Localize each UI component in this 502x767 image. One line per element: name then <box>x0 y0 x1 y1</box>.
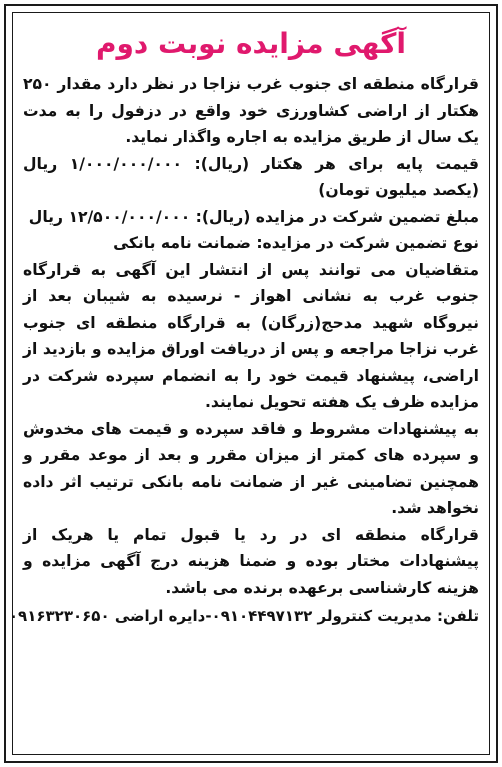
paragraph-base-price: قیمت پایه برای هر هکتار (ریال): ۱/۰۰۰/۰۰۰/۰۰۰ ریال (یکصد میلیون تومان) <box>23 154 479 199</box>
notice-inner-border <box>8 12 490 755</box>
notice-title: آگهی مزایده نوبت دوم <box>95 27 407 60</box>
paragraph-guarantee-type: نوع تضمین شرکت در مزایده: ضمانت نامه بانکی <box>113 234 479 252</box>
notice-frame <box>4 4 498 763</box>
paragraph-conditions: به پیشنهادات مشروط و فاقد سپرده و قیمت های مخدوش و سپرده های کمتر از میزان مقرر و بعد از موعد مقرر و همچنین تضامینی غیر از ضمانت نامه بانکی ترتیب اثر داده نخواهد شد. <box>23 419 479 517</box>
contact-phones: تلفن: مدیریت کنترولر ۰۹۱۰۴۴۹۷۱۳۲-دایره اراضی ۰۹۱۶۳۲۳۰۶۵۰ <box>8 607 479 625</box>
paragraph-intro: قرارگاه منطقه ای جنوب غرب نزاجا در نظر دارد مقدار ۲۵۰ هکتار از اراضی کشاورزی خود واقع در دزفول را به مدت یک سال از طریق مزایده به اجاره واگذار نماید. <box>23 75 479 146</box>
paragraph-guarantee-amount: مبلغ تضمین شرکت در مزایده (ریال): ۱۲/۵۰۰/۰۰۰/۰۰۰ ریال <box>28 207 479 226</box>
paragraph-applicants: متقاضیان می توانند پس از انتشار این آگهی به قرارگاه جنوب غرب به نشانی اهواز - نرسیده به شیبان بعد از نیروگاه شهید مدحج(زرگان) به قرارگاه منطقه ای جنوب غرب نزاجا مراجعه و پس از دریافت اوراق مزایده و بازدید از اراضی، پیشنهاد قیمت خود را به انضمام سپرده شرکت در مزایده ظرف یک هفته تحویل نمایند. <box>23 260 479 411</box>
paragraph-rights: قرارگاه منطقه ای در رد یا قبول تمام یا هریک از پیشنهادات مختار بوده و ضمنا هزینه درج آگهی مزایده و هزینه کارشناسی برعهده برنده می باشد. <box>23 525 479 597</box>
